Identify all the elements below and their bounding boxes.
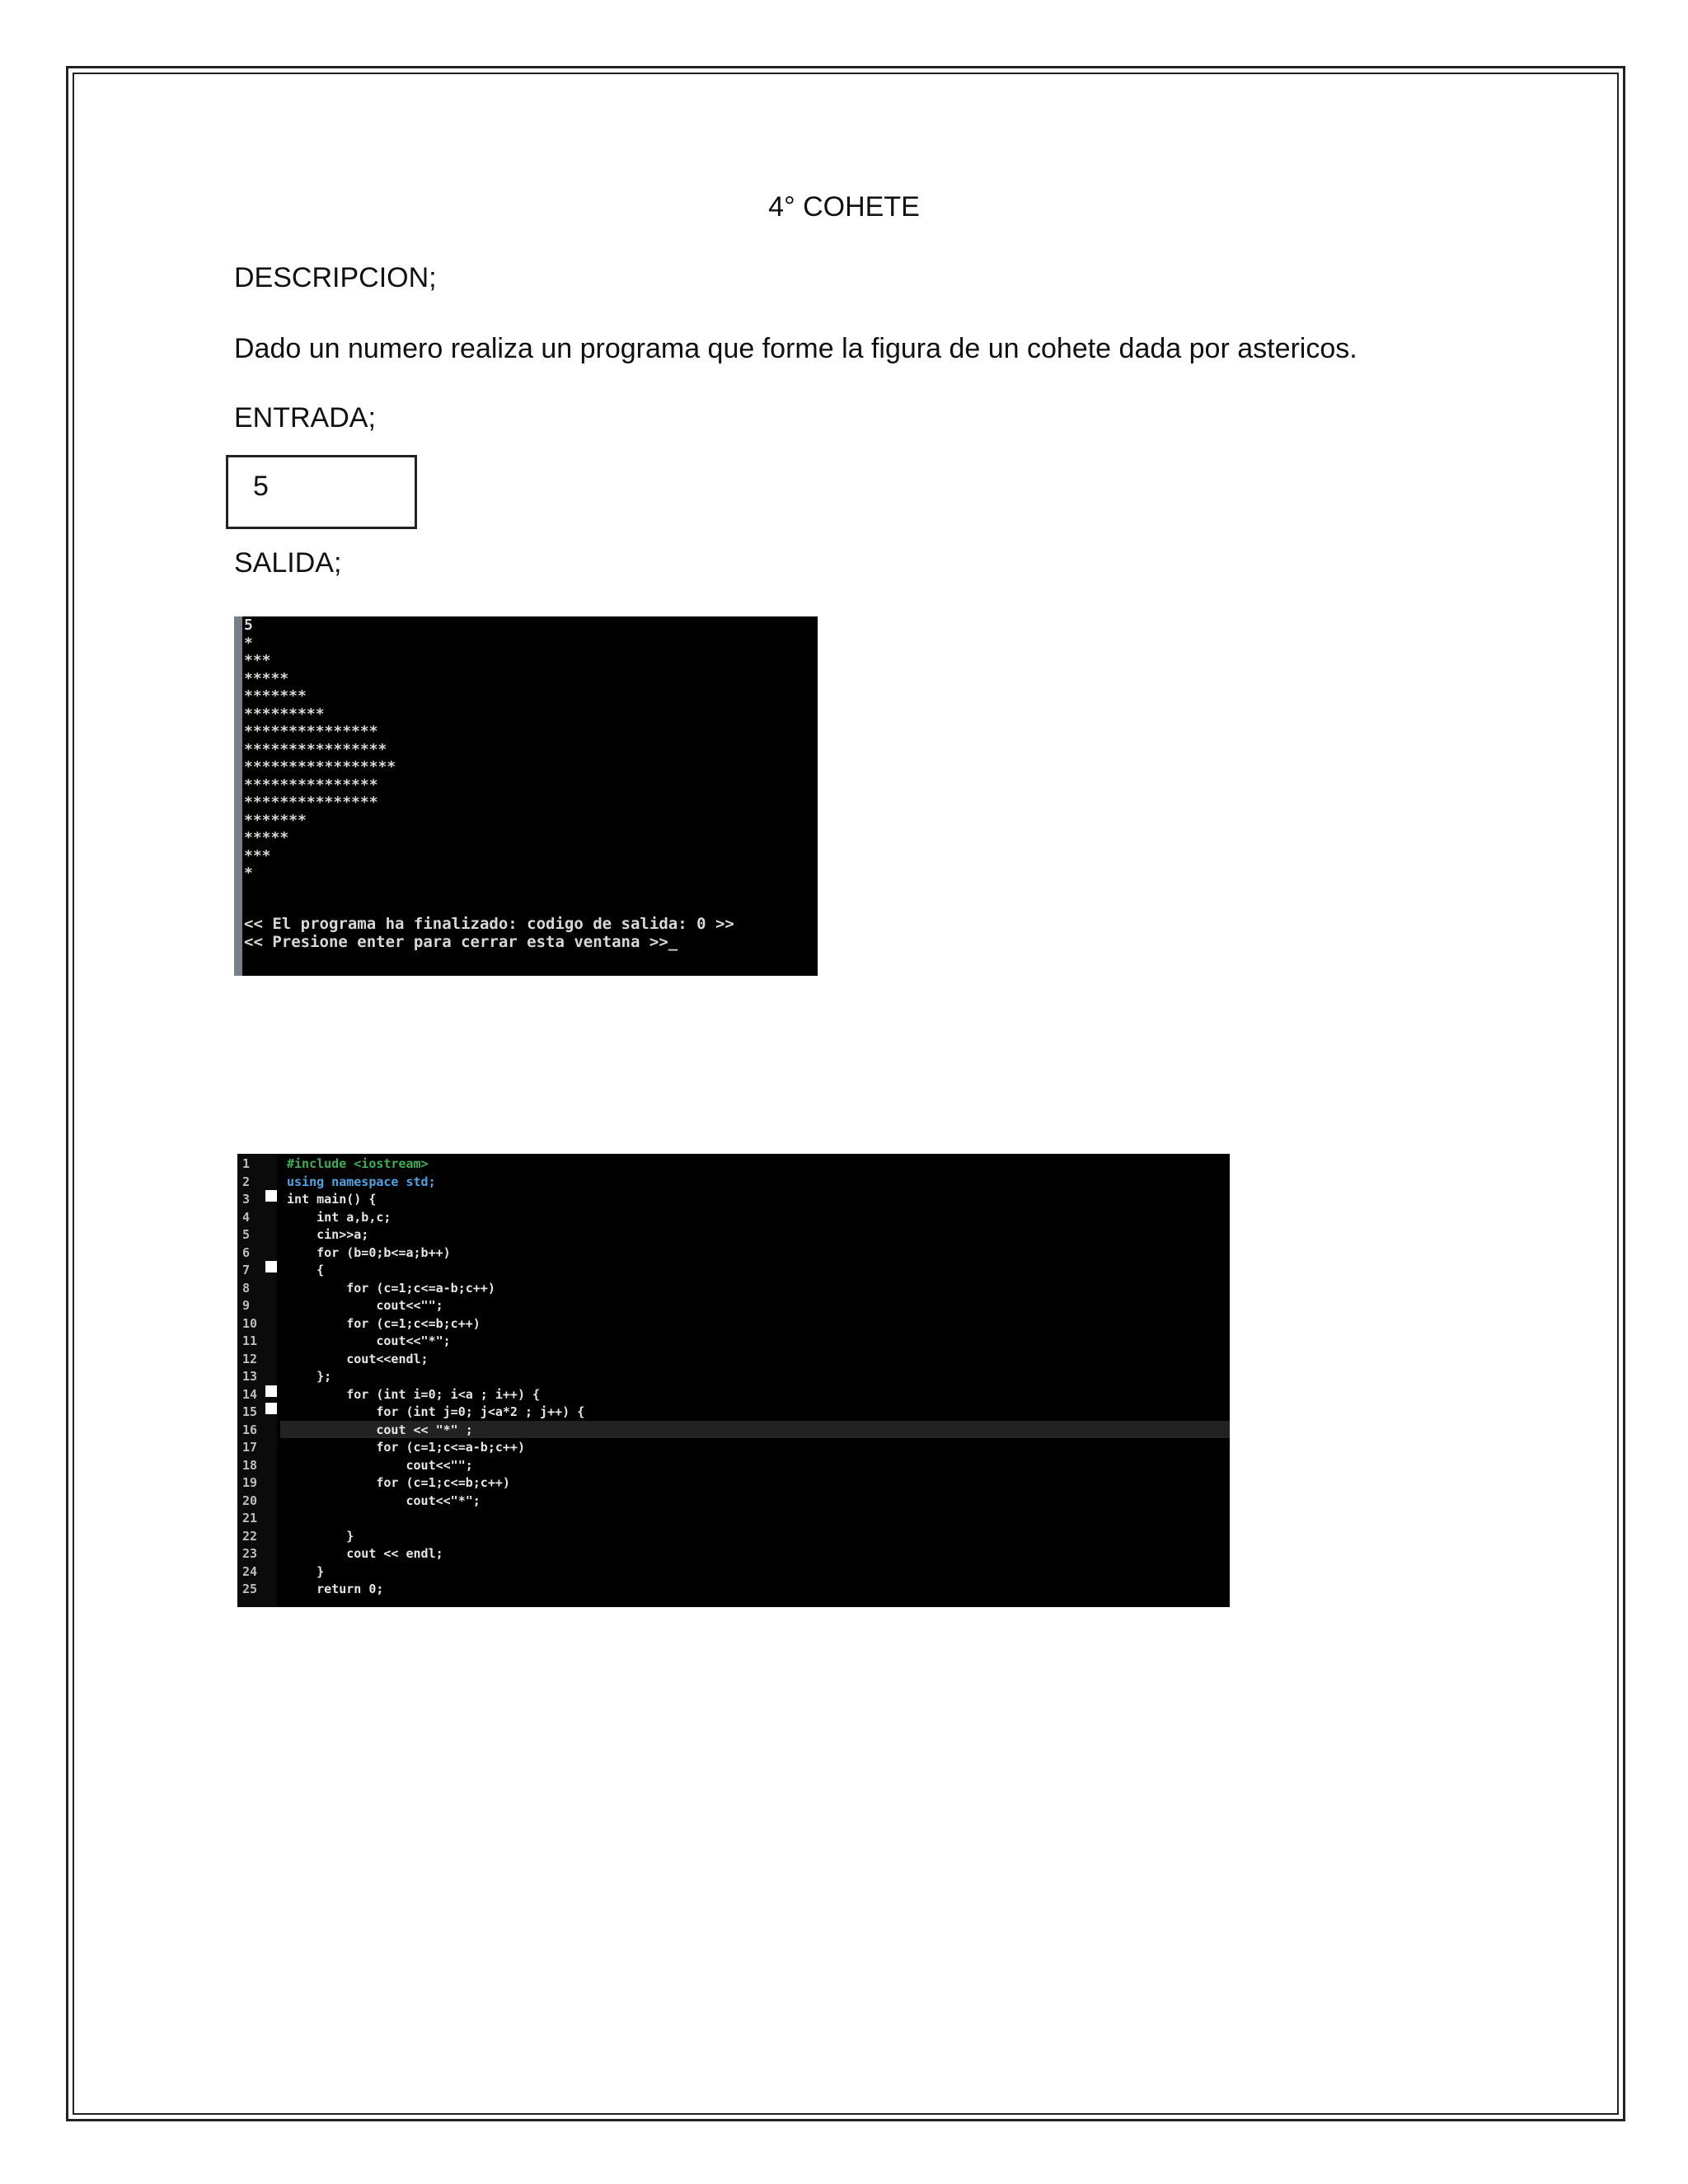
code-line [287, 1510, 584, 1528]
code-line: cin>>a; [287, 1227, 369, 1242]
code-line: for (c=1;c<=a-b;c++) [287, 1440, 525, 1455]
console-output-screenshot [234, 616, 818, 976]
code-line: cout << "*" ; [287, 1422, 473, 1437]
console-exit-message: << El programa ha finalizado: codigo de salida: 0 >> << Presione enter para cerrar esta ventana >>_ [244, 915, 734, 951]
line-number-gutter [237, 1154, 277, 1607]
code-line: using namespace std; [287, 1174, 436, 1189]
fold-marker-icon [265, 1385, 277, 1397]
code-line: { [287, 1263, 325, 1277]
description-text: Dado un numero realiza un programa que forme la figura de un cohete dada por astericos. [234, 333, 1357, 364]
console-scroll-edge [234, 616, 242, 976]
code-line: cout<<"*"; [287, 1493, 481, 1508]
code-line: for (b=0;b<=a;b++) [287, 1244, 451, 1260]
fold-marker-icon [265, 1261, 277, 1272]
code-line: cout<<""; [287, 1298, 443, 1313]
code-line: cout<<endl; [287, 1351, 429, 1366]
input-example-box [226, 455, 417, 529]
output-heading: SALIDA; [234, 547, 342, 579]
code-line: for (c=1;c<=b;c++) [287, 1315, 481, 1331]
code-line: } [287, 1563, 325, 1579]
code-line: cout<<""; [287, 1457, 473, 1473]
page-border-inner [73, 73, 1619, 2115]
fold-marker-icon [265, 1190, 277, 1202]
code-line: int a,b,c; [287, 1209, 392, 1225]
code-line: }; [287, 1369, 332, 1384]
description-heading: DESCRIPCION; [234, 262, 437, 293]
source-code [287, 1155, 584, 1599]
code-editor-screenshot [237, 1154, 1230, 1607]
fold-marker-icon [265, 1403, 277, 1414]
input-example-value: 5 [253, 471, 269, 502]
code-line: cout<<"*"; [287, 1333, 451, 1348]
code-line: } [287, 1528, 354, 1544]
input-heading: ENTRADA; [234, 402, 376, 434]
code-line: #include <iostream> [287, 1156, 429, 1171]
code-line: int main() { [287, 1192, 377, 1207]
code-line: return 0; [287, 1582, 384, 1596]
code-line: for (int j=0; j<a*2 ; j++) { [287, 1404, 585, 1419]
page-title: 4° COHETE [768, 191, 920, 223]
code-line: cout << endl; [287, 1546, 443, 1561]
line-numbers: 1 2 3 4 5 6 7 8 9 10 11 12 13 14 15 16 17 18 19 20 21 22 23 24 25 [242, 1156, 258, 1596]
code-line: for (int i=0; i<a ; i++) { [287, 1386, 541, 1402]
console-rocket-output: 5 * *** ***** ******* ********* *************** **************** ***************** *************** *************** ******* ***** *** * [244, 616, 396, 882]
code-line: for (c=1;c<=b;c++) [287, 1475, 510, 1490]
code-line: for (c=1;c<=a-b;c++) [287, 1280, 495, 1296]
